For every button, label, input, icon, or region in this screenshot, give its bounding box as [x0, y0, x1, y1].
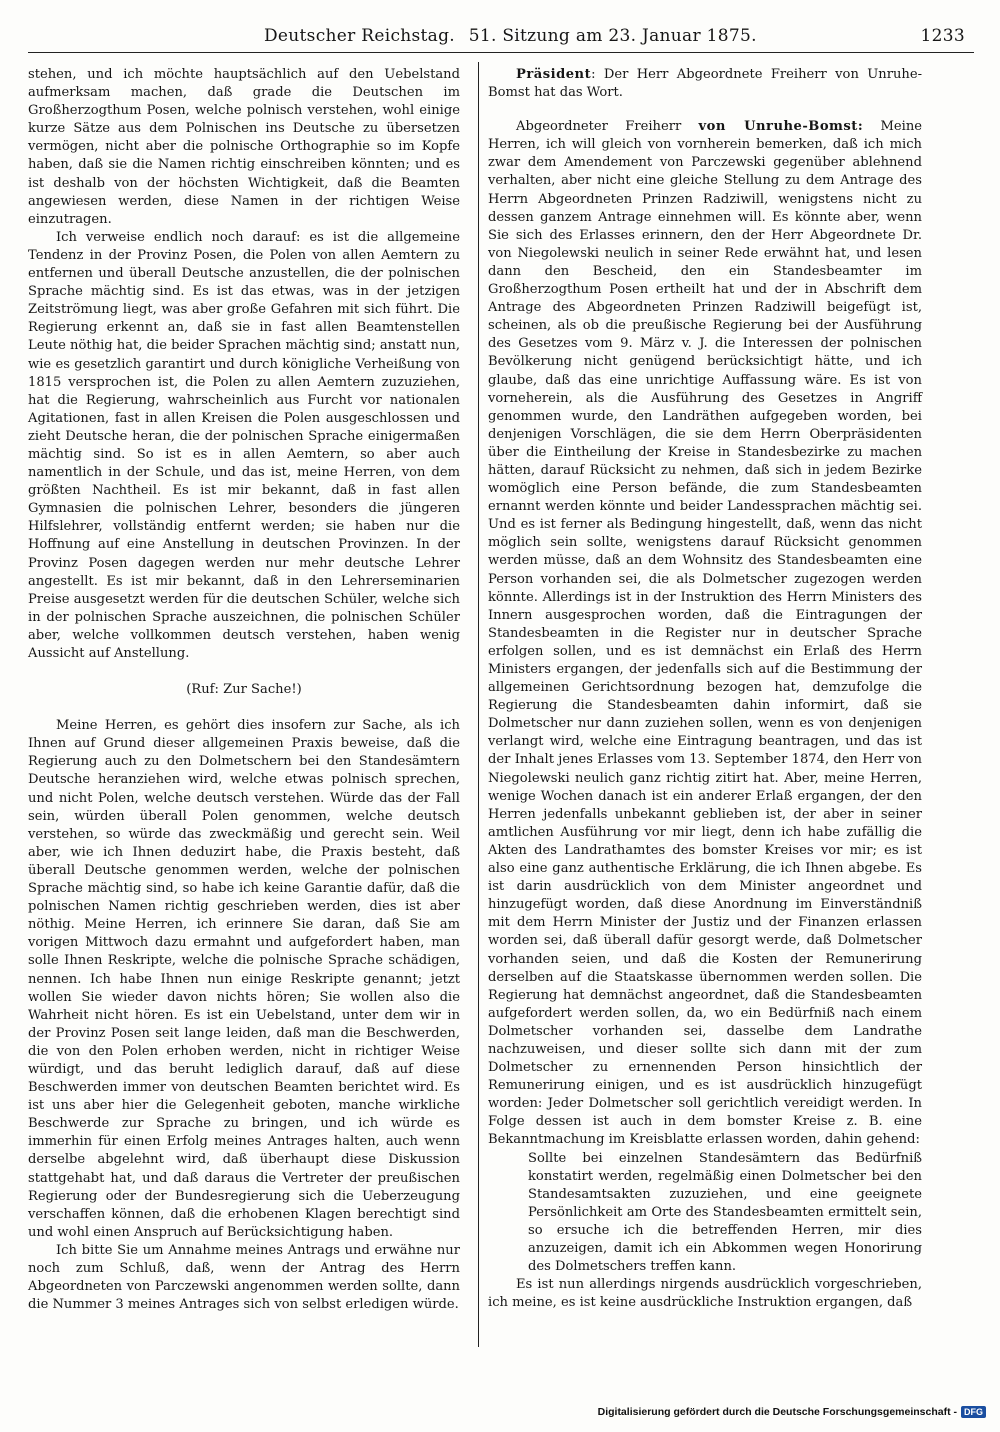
president-label: Präsident	[516, 67, 592, 82]
title-publication: Deutscher Reichstag.	[264, 26, 455, 46]
running-title	[264, 26, 765, 46]
president-statement	[488, 66, 922, 102]
page-number: 1233	[920, 26, 965, 46]
page-header	[40, 26, 965, 50]
quoted-announcement: Sollte bei einzelnen Standesämtern das Bedürfniß konstatirt werden, regelmäßig einen Dolmetscher bei den Standesamtsakten zuzuziehen, und eine geeignete Persönlichkeit am Orte des Standesbeamten ermittelt sein, so ersuche ich die betreffenden Herren, mir dies anzuzeigen, damit ich ein Abkommen wegen Honorirung des Dolmetschers treffen kann.	[528, 1150, 922, 1275]
speech-paragraph	[488, 118, 922, 1149]
left-paragraph-2: Ich verweise endlich noch darauf: es ist die allgemeine Tendenz in der Provinz Posen, die Polen von allen Aemtern zu entfernen und überall Deutsche anzustellen, die der polnischen Sprache mächtig sind. Es ist das etwas, was in der jetzigen Zeitströmung liegt, was aber große Gefahren mit sich führt. Die Regierung erkennt an, daß sie in fast allen Beamtenstellen Leute nöthig hat, die beider Sprachen mächtig sind; anstatt nun, wie es gesetzlich garantirt und durch königliche Verheißung von 1815 versprochen ist, die Polen zu allen Aemtern zuzuziehen, hat die Regierung, wahrscheinlich aus Furcht vor nationalen Agitationen, fast in allen Kreisen die Polen ausgeschlossen und zieht Deutsche heran, die der polnischen Sprache einigermaßen mächtig sind. So ist es in allen Aemtern, so aber auch namentlich in der Schule, und das ist, meine Herren, von dem größten Nachtheil. Es ist mir bekannt, daß in fast allen Gymnasien die polnischen Lehrer, besonders die jüngeren Hilfslehrer, vollständig entfernt werden; sie haben nur die Hoffnung auf eine Anstellung in deutschen Provinzen. In der Provinz Posen dagegen werden nur mehr deutsche Lehrer angestellt. Es ist mir bekannt, daß in den Lehrerseminarien Preise ausgesetzt werden für die deutschen Schüler, welche sich in der polnischen Sprache auszeichnen, die polnischen Schüler aber, welche vollkommen deutsch verstehen, haben wenig Aussicht auf Anstellung.	[28, 229, 460, 661]
left-paragraph-3: Meine Herren, es gehört dies insofern zur Sache, als ich Ihnen auf Grund dieser allgemeinen Praxis beweise, daß die Regierung auch zu den Dolmetschern bei den Standesämtern Deutsche heranziehen wird, welche etwas polnisch sprechen, und nicht Polen, welche deutsch verstehen. Würde das der Fall sein, würden überall Polen genommen, welche deutsch verstehen, so würde das zweckmäßig und gerecht sein. Weil aber, wie ich Ihnen deduzirt habe, die Praxis besteht, daß überall Deutsche genommen werden, welche der polnischen Sprache mächtig sind, so habe ich keine Garantie dafür, daß die polnischen Namen richtig geschrieben werden, dies ist aber nöthig. Meine Herren, ich erinnere Sie daran, daß Sie am vorigen Mittwoch dazu ermahnt und aufgefordert haben, man solle Ihnen Reskripte, welche die polnische Sprache schädigen, nennen. Ich habe Ihnen nun einige Reskripte genannt; jetzt wollen Sie wieder davon nichts hören; Sie wollen also die Wahrheit nicht hören. Es ist ein Uebelstand, unter dem wir in der Provinz Posen seit lange leiden, daß man die Beschwerden, die von den Polen erhoben werden, nicht in richtiger Weise würdigt, und das beruht lediglich darauf, daß auf diese Beschwerden immer von deutschen Beamten berichtet wird. Es ist uns aber hier die Gelegenheit geboten, manche wirkliche Beschwerde zur Sprache zu bringen, und ich würde es immerhin für einen Erfolg meines Antrages halten, auch wenn derselbe abgelehnt wird, daß überhaupt diese Diskussion stattgehabt hat, und daß daraus die Vertreter der preußischen Regierung oder der Bundesregierung sich die Ueberzeugung verschaffen können, daß die erhobenen Klagen berechtigt sind und wohl einen Anspruch auf Berücksichtigung haben.	[28, 718, 460, 1240]
footer-text: Digitalisierung gefördert durch die Deutsche Forschungsgemeinschaft -	[597, 1406, 957, 1418]
header-rule	[28, 52, 974, 53]
title-session: 51. Sitzung am 23. Januar 1875.	[468, 26, 757, 46]
left-paragraph-1: stehen, und ich möchte hauptsächlich auf den Uebelstand aufmerksam machen, daß grade die Deutschen im Großherzogthum Posen, welche polnisch verstehen, wohl einige kurze Sätze aus dem Polnischen ins Deutsche zu übersetzen vermögen, nicht aber die polnische Orthographie so im Kopfe haben, daß sie die Namen richtig einschreiben könnten; und es ist deshalb von der höchsten Wichtigkeit, daß die Beamten angewiesen werden, diese Namen in der richtigen Weise einzutragen.	[28, 67, 460, 227]
column-divider	[478, 62, 479, 1347]
right-column	[488, 66, 922, 1312]
president-text: : Der Herr Abgeordnete Freiherr von Unruhe-Bomst hat das Wort.	[488, 67, 922, 101]
interjection: (Ruf: Zur Sache!)	[186, 682, 302, 698]
dfg-logo: DFG	[961, 1406, 986, 1418]
right-paragraph-2: Es ist nun allerdings nirgends ausdrücklich vorgeschrieben, ich meine, es ist keine ausdrückliche Instruktion ergangen, daß	[488, 1277, 922, 1311]
left-paragraph-4: Ich bitte Sie um Annahme meines Antrags und erwähne nur noch zum Schluß, daß, wenn der Antrag des Herrn Abgeordneten von Parczewski angenommen werden sollte, dann die Nummer 3 meines Antrages sich von selbst erledigen würde.	[28, 1242, 460, 1313]
speaker-prefix: Abgeordneter Freiherr	[516, 119, 699, 135]
left-column	[28, 66, 460, 1314]
speaker-name: von Unruhe-Bomst:	[698, 119, 864, 135]
footer-credit	[598, 1406, 986, 1418]
speech-text: Meine Herren, ich will gleich von vornherein bemerken, daß ich mich zwar dem Amendement von Parczewski gegenüber ablehnend verhalten, aber nicht eine gleiche Stellung zu dem Antrage des Herrn Abgeordneten Prinzen Radziwill, wenigstens nicht zu dessen ganzem Antrage einnehmen will. Es könnte aber, wenn Sie sich des Erlasses erinnern, den der Herr Abgeordnete Dr. von Niegolewski neulich in seiner Rede erwähnt hat, und lesen dann den Bescheid, den ein Standesbeamter im Großherzogthum Posen ertheilt hat und der in Abschrift dem Antrage des Abgeordneten Prinzen Radziwill beigefügt ist, scheinen, als ob die preußische Regierung bei der Ausführung des Gesetzes vom 9. März v. J. die Interessen der polnischen Bevölkerung nicht genügend berücksichtigt hätte, und ich glaube, daß das eine unrichtige Auffassung wäre. Es ist von vorneherein, als die Ausführung des Gesetzes in Angriff genommen wurde, den Landräthen aufgegeben worden, bei denjenigen Vorschlägen, die sie dem Herrn Oberpräsidenten über die Eintheilung der Kreise in Standesbezirke zu machen hätten, darauf Rücksicht zu nehmen, daß sich in jedem Bezirke womöglich eine Person befände, die zum Standesbeamten ernannt werden könnte und beider Landessprachen mächtig sei. Und es ist ferner als Bedingung hingestellt, daß, wenn das nicht möglich sein sollte, wenigstens darauf Rücksicht genommen werden müsse, daß an dem Wohnsitz des Standesbeamten eine Person vorhanden sei, die als Dolmetscher zugezogen werden könnte. Allerdings ist in der Instruktion des Herrn Ministers des Innern ausgesprochen worden, daß die Eintragungen der Standesbeamten in die Register nur in deutscher Sprache erfolgen sollen, und es ist demnächst ein Erlaß des Herrn Ministers ergangen, der jedenfalls sich auf die Bestimmung der allgemeinen Gerichtsordnung bezogen hat, demzufolge die Regierung die Standesbeamten dahin informirt, daß sie Dolmetscher nur dann zuziehen sollen, wenn es von denjenigen verlangt wird, welche eine Eintragung beantragen, und das ist der Inhalt jenes Erlasses vom 13. September 1874, den Herr von Niegolewski neulich ganz richtig zitirt hat. Aber, meine Herren, wenige Wochen danach ist ein anderer Erlaß ergangen, der den Herren jedenfalls unbekannt geblieben ist, der aber in seiner amtlichen Ausführung vor mir liegt, denn ich habe zufällig die Akten des Landrathamtes des bomster Kreises vor mir; es ist also eine ganz authentische Erklärung, die ich Ihnen abgebe. Es ist darin ausdrücklich von dem Minister angeordnet und hinzugefügt worden, daß diese Anordnung im Einverständniß mit dem Herrn Minister der Justiz und der Finanzen erlassen worden sei, daß überall dafür gesorgt werde, daß Dolmetscher vorhanden seien, und daß die Kosten der Remunerirung derselben auf die Staatskasse übernommen werden sollen. Die Regierung hat demnächst angeordnet, daß die Standesbeamten aufgefordert werden sollen, da, wo ein Bedürfniß nach einem Dolmetscher vorhanden sei, dasselbe dem Landrathe nachzuweisen, und dieser sollte sich dann mit der zum Dolmetscher zu ernennenden Person hinsichtlich der Remunerirung einigen, und es ist ausdrücklich hinzugefügt worden: Jeder Dolmetscher soll gerichtlich vereidigt werden. In Folge dessen ist auch in dem bomster Kreise z. B. eine Bekanntmachung im Kreisblatte erlassen worden, dahin gehend:	[488, 119, 923, 1148]
